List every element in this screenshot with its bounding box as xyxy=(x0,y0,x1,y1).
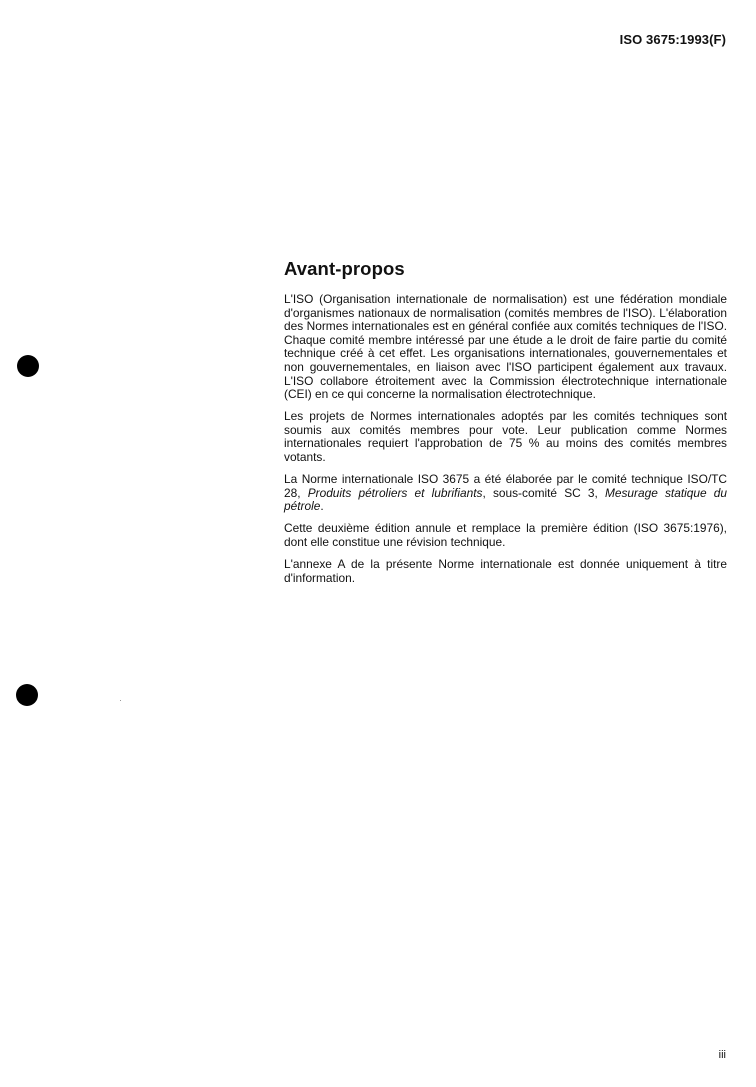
binder-hole-bottom xyxy=(16,684,38,706)
committee-text-2: , sous-comité SC 3, xyxy=(482,485,605,500)
committee-text-3: . xyxy=(320,499,324,514)
page-number: iii xyxy=(718,1049,726,1061)
paragraph-annex: L'annexe A de la présente Norme internationale est donnée uniquement à titre d'information. xyxy=(284,557,727,585)
subcommittee-name: Mesurage statique du pétrole xyxy=(284,485,727,514)
paragraph-iso-description: L'ISO (Organisation internationale de normalisation) est une fédération mondiale d'organismes nationaux de normalisation (comités membres de l'ISO). L'élaboration des Normes internationales est en général confiée aux comités techniques de l'ISO. Chaque comité membre intéressé par une étude a le droit de faire partie du comité technique créé à cet effet. Les organisations internationales, gouvernementales et non gouvernementales, en liaison avec l'ISO participent également aux travaux. L'ISO collabore étroitement avec la Commission électrotechnique internationale (CEI) en ce qui concerne la normalisation électrotechnique. xyxy=(284,292,727,402)
binder-hole-top xyxy=(17,355,39,377)
committee-name: Produits pétroliers et lubrifiants xyxy=(307,485,483,500)
committee-text-1: La Norme internationale ISO 3675 a été élaborée par le comité technique ISO/TC 28, xyxy=(284,472,727,500)
document-id: ISO 3675:1993(F) xyxy=(619,32,726,47)
paragraph-committee xyxy=(284,473,727,514)
paragraph-draft-approval: Les projets de Normes internationales adoptés par les comités techniques sont soumis aux comités membres pour vote. Leur publication comme Normes internationales requiert l'approbation de 75 % au moins des comités membres votants. xyxy=(284,409,727,465)
foreword-section xyxy=(284,258,727,594)
scan-speck xyxy=(120,700,121,701)
section-title: Avant-propos xyxy=(284,258,405,279)
paragraph-edition: Cette deuxième édition annule et remplace la première édition (ISO 3675:1976), dont elle constitue une révision technique. xyxy=(284,521,727,549)
